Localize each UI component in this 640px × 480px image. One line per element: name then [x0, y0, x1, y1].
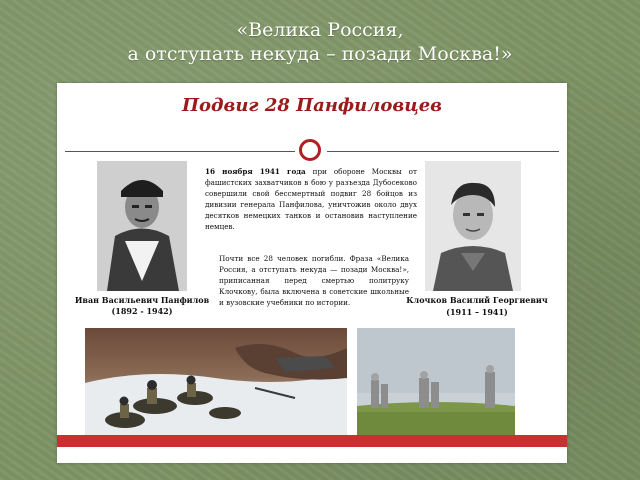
paragraph-date: 16 ноября 1941 года	[205, 167, 306, 176]
portrait-panfilov	[97, 161, 187, 291]
paragraph-phrase: Почти все 28 человек погибли. Фраза «Велика Россия, а отступать некуда — позади Москва!», приписанная перед смертью политруку Клочкову, была включена в советские школьные и вузовские учебники по истории.	[219, 254, 409, 307]
caption-years-right: (1911 – 1941)	[446, 307, 508, 317]
battle-painting	[85, 328, 347, 436]
portrait-klochkov	[425, 161, 521, 291]
content-image	[57, 83, 567, 463]
heading-line-1: «Велика Россия,	[236, 19, 404, 41]
divider-circle-ornament	[299, 139, 321, 161]
caption-name-right: Клочков Василий Георгиевич	[406, 295, 548, 305]
accent-bar	[57, 435, 567, 447]
memorial-photo	[357, 328, 515, 436]
caption-years-left: (1892 - 1942)	[111, 306, 173, 316]
divider-line-right	[327, 151, 559, 152]
slide-title: Подвиг 28 Панфиловцев	[182, 95, 442, 116]
caption-name-left: Иван Васильевич Панфилов	[74, 295, 210, 305]
slide-heading	[0, 18, 640, 66]
heading-line-2: а отступать некуда – позади Москва!»	[127, 43, 513, 65]
paragraph-battle	[205, 166, 417, 232]
divider-line-left	[65, 151, 295, 152]
paragraph-battle-text: при обороне Москвы от фашистских захватчиков в бою у разъезда Дубосеково совершили свой бессмертный подвиг 28 бойцов из дивизии генерала Панфилова, уничтожив около двух десятков немецких танков и остановив наступление немцев.	[205, 167, 417, 231]
